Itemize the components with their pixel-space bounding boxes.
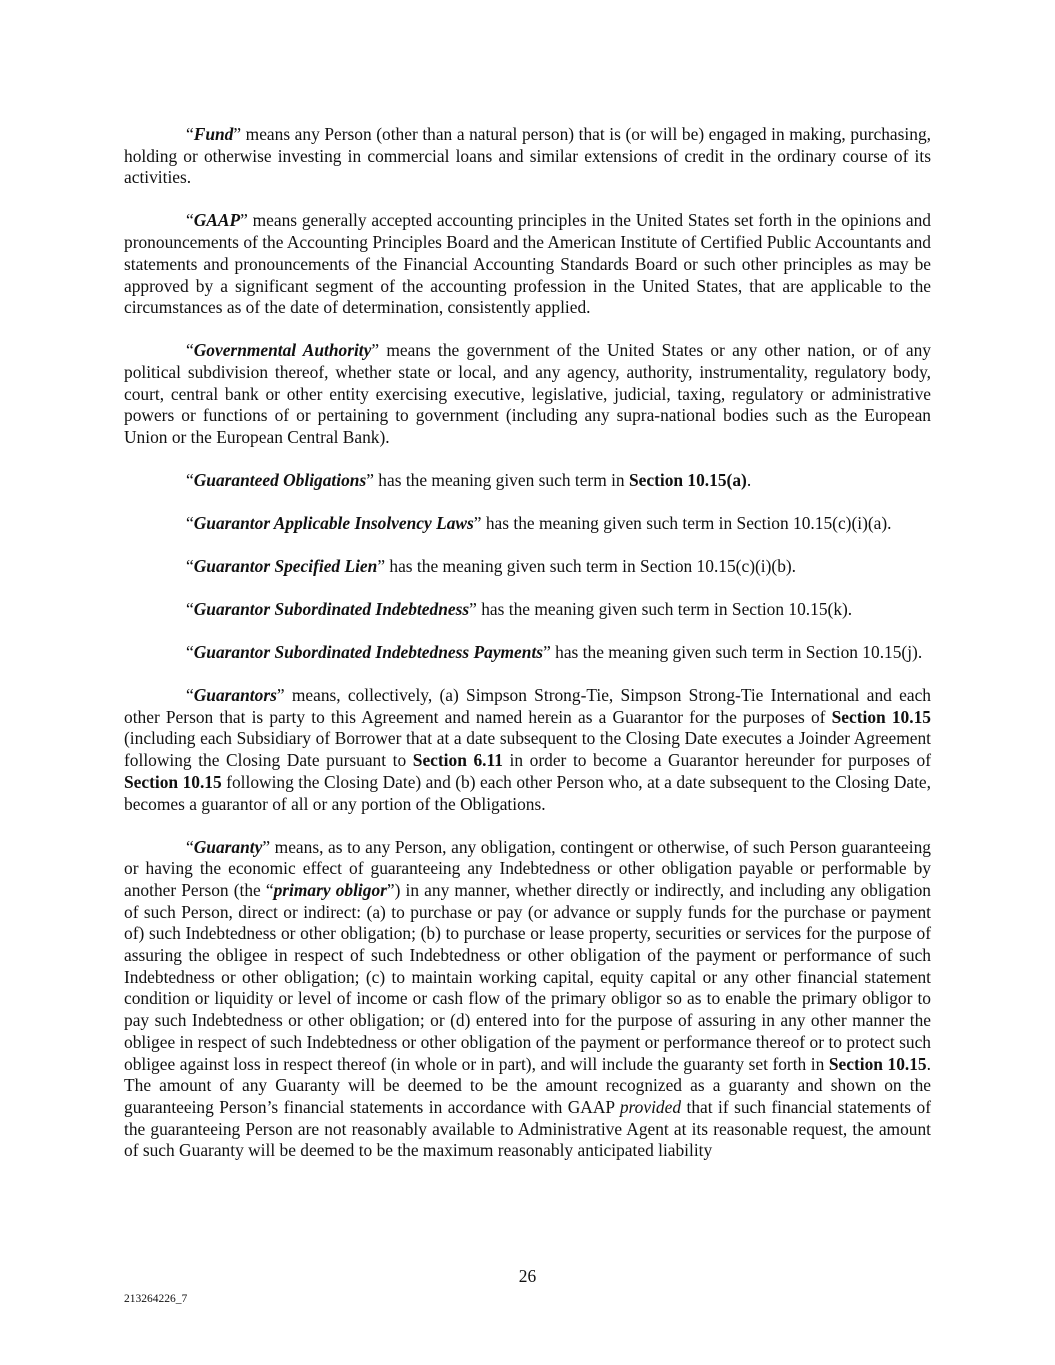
definition-text: has the meaning given such term in Section 10.15(k). [476, 599, 853, 620]
definition-text: means, collectively, (a) Simpson Strong-Tie, Simpson Strong-Tie International and each other Person that is party to this Agreement and named herein as a Guarantor for the purposes of [124, 685, 931, 727]
defined-term: Guaranteed Obligations [193, 470, 367, 491]
definition-guarantor-specified-lien: “Guarantor Specified Lien” has the meaning given such term in Section 10.15(c)(i)(b). [186, 556, 797, 577]
definition-text: means any Person (other than a natural person) that is (or will be) engaged in making, purchasing, holding or otherwise investing in commercial loans and similar extensions of credit in the ordinary course of its activities. [124, 124, 931, 188]
definition-text: that if such financial statements of the guaranteeing Person are not reasonably available to Administrative Agent at its reasonable request, the amount of such Guaranty will be deemed to be the maximum reasonably anticipated liability [124, 1096, 931, 1161]
defined-term: Fund [193, 124, 234, 144]
section-reference: Section 10.15 [828, 1053, 927, 1074]
section-reference: Section 10.15(a) [628, 470, 747, 491]
definition-text: has the meaning given such term in Section 10.15(c)(i)(a). [481, 513, 892, 534]
section-reference: Section 10.15 [831, 706, 931, 727]
definition-text: has the meaning given such term in [373, 470, 629, 491]
definition-text: ”) in any manner, whether directly or indirectly, and including any obligation of such Person, direct or indirect: (a) to purchase or pay (or advance or supply funds for the purchase or payment of) such Indebtedness or other obligation; (b) to purchase or lease property, securities or services for the purpose of assuring the obligee in respect of such Indebtedness or other obligation of the payment or performance of such Indebtedness or other obligation; (c) to maintain working capital, equity capital or any other financial statement condition or liquidity or level of income or cash flow of the primary obligor so as to enable the primary obligor to pay such Indebtedness or other obligation; or (d) entered into for the purpose of assuring in any other manner the obligee in respect of such Indebtedness or other obligation of the payment or performance thereof or to protect such obligee against loss in respect thereof (in whole or in part), and will include the guaranty set forth in [124, 879, 931, 1074]
definition-text-end: . [746, 470, 752, 491]
defined-term: Guarantor Subordinated Indebtedness Payments [193, 642, 544, 663]
defined-subterm: primary obligor [273, 879, 387, 900]
defined-term: Governmental Authority [193, 340, 372, 361]
definition-guarantor-subordinated-indebtedness-payments: “Guarantor Subordinated Indebtedness Payments” has the meaning given such term in Section 10.15(j). [186, 642, 923, 663]
defined-term: Guaranty [193, 836, 263, 857]
definition-text: has the meaning given such term in Section 10.15(c)(i)(b). [385, 556, 797, 577]
definition-text: . The amount of any Guaranty will be deemed to be the amount recognized as a guaranty and shown on the guaranteeing Person’s financial statements in accordance with GAAP [124, 1053, 931, 1117]
defined-term: Guarantor Specified Lien [193, 556, 378, 577]
definition-guarantor-applicable-insolvency-laws: “Guarantor Applicable Insolvency Laws” has the meaning given such term in Section 10.15(c)(i)(a). [186, 513, 892, 534]
section-reference: Section 6.11 [412, 750, 503, 771]
definition-guaranty: “Guaranty” means, as to any Person, any obligation, contingent or otherwise, of such Person guaranteeing or having the economic effect of guaranteeing any Indebtedness or other obligation payable or performable by another Person (the “primary obligor”) in any manner, whether directly or indirectly, and including any obligation of such Person, direct or indirect: (a) to purchase or pay (or advance or supply funds for the purchase or payment of) such Indebtedness or other obligation; (b) to purchase or lease property, securities or services for the purpose of assuring the obligee in respect of such Indebtedness or other obligation of the payment or performance of such Indebtedness or other obligation; (c) to maintain working capital, equity capital or any other financial statement condition or liquidity or level of income or cash flow of the primary obligor so as to enable the primary obligor to pay such Indebtedness or other obligation; or (d) entered into for the purpose of assuring in any other manner the obligee in respect of such Indebtedness or other obligation of the payment or performance thereof or to protect such obligee against loss in respect thereof (in whole or in part), and will include the guaranty set forth in Section 10.15. The amount of any Guaranty will be deemed to be the amount recognized as a guaranty and shown on the guaranteeing Person’s financial statements in accordance with GAAP provided that if such financial statements of the guaranteeing Person are not reasonably available to Administrative Agent at its reasonable request, the amount of such Guaranty will be deemed to be the maximum reasonably anticipated liability [124, 836, 931, 1161]
definition-guaranteed-obligations: “Guaranteed Obligations” has the meaning given such term in Section 10.15(a). [186, 470, 752, 491]
definition-gaap: “GAAP” means generally accepted accounting principles in the United States set forth in the opinions and pronouncements of the Accounting Principles Board and the American Institute of Certified Public Accountants and statements and pronouncements of the Financial Accounting Standards Board or such other principles as may be approved by a significant segment of the accounting profession in the United States, that are applicable to the circumstances as of the date of determination, consistently applied. [124, 210, 931, 318]
definition-governmental-authority: “Governmental Authority” means the government of the United States or any other nation, or of any political subdivision thereof, whether state or local, and any agency, authority, instrumentality, regulatory body, court, central bank or other entity exercising executive, legislative, judicial, taxing, regulatory or administrative powers or functions of or pertaining to government (including any supra-national bodies such as the European Union or the European Central Bank). [124, 340, 931, 448]
document-body [124, 124, 931, 1183]
defined-term: Guarantors [193, 685, 277, 706]
definition-text: means, as to any Person, any obligation, contingent or otherwise, of such Person guaranteeing or having the economic effect of guaranteeing any Indebtedness or other obligation payable or performable by another Person (the “ [124, 836, 931, 900]
defined-term: Guarantor Applicable Insolvency Laws [193, 513, 474, 534]
definition-text: following the Closing Date) and (b) each other Person who, at a date subsequent to the Closing Date, becomes a guarantor of all or any portion of the Obligations. [124, 771, 931, 814]
definition-guarantor-subordinated-indebtedness: “Guarantor Subordinated Indebtedness” has the meaning given such term in Section 10.15(k). [186, 599, 853, 620]
defined-term: Guarantor Subordinated Indebtedness [193, 599, 470, 620]
definition-text: has the meaning given such term in Section 10.15(j). [550, 642, 923, 663]
definition-text: means generally accepted accounting principles in the United States set forth in the opinions and pronouncements of the Accounting Principles Board and the American Institute of Certified Public Accountants and statements and pronouncements of the Financial Accounting Standards Board or such other principles as may be approved by a significant segment of the accounting profession in the United States, that are applicable to the circumstances as of the date of determination, consistently applied. [124, 210, 931, 318]
section-reference: Section 10.15 [124, 771, 222, 792]
italic-word: provided [619, 1096, 682, 1117]
definition-text: in order to become a Guarantor hereunder for purposes of [502, 750, 932, 771]
page-number: 26 [518, 1266, 537, 1286]
defined-term: GAAP [193, 210, 241, 231]
document-id: 213264226_7 [124, 1293, 188, 1305]
definition-guarantors: “Guarantors” means, collectively, (a) Simpson Strong-Tie, Simpson Strong-Tie International and each other Person that is party to this Agreement and named herein as a Guarantor for the purposes of Section 10.15 (including each Subsidiary of Borrower that at a date subsequent to the Closing Date executes a Joinder Agreement following the Closing Date pursuant to Section 6.11 in order to become a Guarantor hereunder for purposes of Section 10.15 following the Closing Date) and (b) each other Person who, at a date subsequent to the Closing Date, becomes a guarantor of all or any portion of the Obligations. [124, 685, 932, 814]
definition-text: (including each Subsidiary of Borrower that at a date subsequent to the Closing Date executes a Joinder Agreement following the Closing Date pursuant to [124, 728, 931, 771]
definition-text: means the government of the United States or any other nation, or of any political subdivision thereof, whether state or local, and any agency, authority, instrumentality, regulatory body, court, central bank or other entity exercising executive, legislative, judicial, taxing, regulatory or administrative powers or functions of or pertaining to government (including any supra-national bodies such as the European Union or the European Central Bank). [124, 340, 931, 448]
definition-fund: “Fund” means any Person (other than a natural person) that is (or will be) engaged in making, purchasing, holding or otherwise investing in commercial loans and similar extensions of credit in the ordinary course of its activities. [124, 124, 931, 188]
